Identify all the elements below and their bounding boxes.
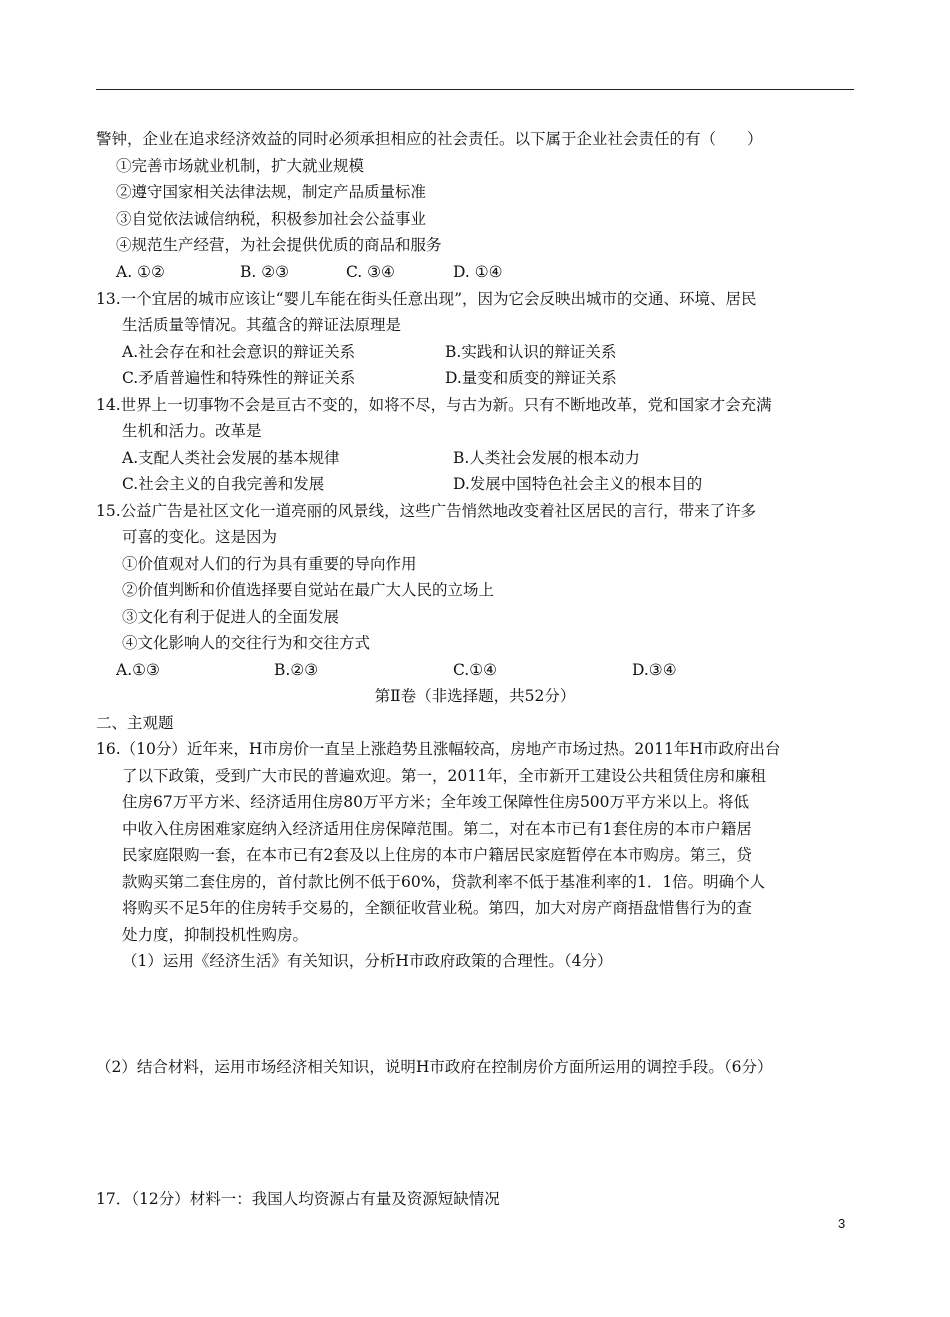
q15-stem-line-2: 可喜的变化。这是因为 xyxy=(122,528,278,546)
q16-line-8: 处力度，抑制投机性购房。 xyxy=(122,926,309,944)
q12-option-d: D. ①④ xyxy=(453,263,503,281)
q15-option-d: D.③④ xyxy=(632,661,677,679)
q12-option-b: B. ②③ xyxy=(240,263,290,281)
q16-line-3: 住房67万平方米、经济适用住房80万平方米；全年竣工保障性住房500万平方米以上。将低 xyxy=(122,793,750,811)
q12-stem: 警钟，企业在追求经济效益的同时必须承担相应的社会责任。以下属于企业社会责任的有（ ） xyxy=(96,130,763,148)
page-number: 3 xyxy=(838,1216,846,1231)
q13-option-d: D.量变和质变的辩证关系 xyxy=(445,369,617,387)
q14-stem-line-1: 14.世界上一切事物不会是亘古不变的，如将不尽，与古为新。只有不断地改革，党和国家才会充满 xyxy=(96,396,772,414)
q13-option-b: B.实践和认识的辩证关系 xyxy=(445,343,617,361)
q15-stem-line-1: 15.公益广告是社区文化一道亮丽的风景线，这些广告悄然地改变着社区居民的言行，带来了许多 xyxy=(96,502,757,520)
q13-option-a: A.社会存在和社会意识的辩证关系 xyxy=(122,343,356,361)
section2-heading: 二、主观题 xyxy=(96,714,174,732)
q14-option-d: D.发展中国特色社会主义的根本目的 xyxy=(453,475,703,493)
q16-line-7: 将购买不足5年的住房转手交易的，全额征收营业税。第四，加大对房产商捂盘惜售行为的查 xyxy=(122,899,752,917)
q13-option-c: C.矛盾普遍性和特殊性的辩证关系 xyxy=(122,369,356,387)
q12-item-2: ②遵守国家相关法律法规，制定产品质量标准 xyxy=(116,183,427,201)
q12-option-c: C. ③④ xyxy=(346,263,395,281)
q16-line-6: 款购买第二套住房的，首付款比例不低于60%，贷款利率不低于基准利率的1．1倍。明确个人 xyxy=(122,873,766,891)
q12-item-4: ④规范生产经营，为社会提供优质的商品和服务 xyxy=(116,236,442,254)
q12-option-a: A. ①② xyxy=(116,263,165,281)
section2-title: 第Ⅱ卷（非选择题，共52分） xyxy=(374,687,576,705)
q15-option-b: B.②③ xyxy=(274,661,319,679)
q14-option-b: B.人类社会发展的根本动力 xyxy=(453,449,640,467)
header-rule xyxy=(96,89,854,90)
q15-item-3: ③文化有利于促进人的全面发展 xyxy=(122,608,340,626)
q15-option-a: A.①③ xyxy=(116,661,160,679)
q14-option-a: A.支配人类社会发展的基本规律 xyxy=(122,449,340,467)
q15-option-c: C.①④ xyxy=(453,661,498,679)
q16-line-4: 中收入住房困难家庭纳入经济适用住房保障范围。第二，对在本市已有1套住房的本市户籍居 xyxy=(122,820,752,838)
q12-item-1: ①完善市场就业机制，扩大就业规模 xyxy=(116,157,365,175)
q16-line-2: 了以下政策，受到广大市民的普遍欢迎。第一，2011年，全市新开工建设公共租赁住房和廉租 xyxy=(122,767,766,785)
q13-stem-line-1: 13.一个宜居的城市应该让“婴儿车能在街头任意出现”，因为它会反映出城市的交通、环境、居民 xyxy=(96,290,757,308)
q12-item-3: ③自觉依法诚信纳税，积极参加社会公益事业 xyxy=(116,210,427,228)
q13-stem-line-2: 生活质量等情况。其蕴含的辩证法原理是 xyxy=(122,316,402,334)
q14-stem-line-2: 生机和活力。改革是 xyxy=(122,422,262,440)
q15-item-2: ②价值判断和价值选择要自觉站在最广大人民的立场上 xyxy=(122,581,495,599)
q16-subquestion-1: （1）运用《经济生活》有关知识，分析H市政府政策的合理性。（4分） xyxy=(122,952,613,970)
q15-item-4: ④文化影响人的交往行为和交往方式 xyxy=(122,634,371,652)
q16-line-5: 民家庭限购一套，在本市已有2套及以上住房的本市户籍居民家庭暂停在本市购房。第三，贷 xyxy=(122,846,752,864)
q14-option-c: C.社会主义的自我完善和发展 xyxy=(122,475,325,493)
q16-subquestion-2: （2）结合材料，运用市场经济相关知识，说明H市政府在控制房价方面所运用的调控手段。（6分） xyxy=(96,1058,773,1076)
q17-line-1: 17．（12分）材料一：我国人均资源占有量及资源短缺情况 xyxy=(96,1190,500,1208)
q15-item-1: ①价值观对人们的行为具有重要的导向作用 xyxy=(122,555,417,573)
q16-line-1: 16.（10分）近年来，H市房价一直呈上涨趋势且涨幅较高，房地产市场过热。2011年H市政府出台 xyxy=(96,740,781,758)
